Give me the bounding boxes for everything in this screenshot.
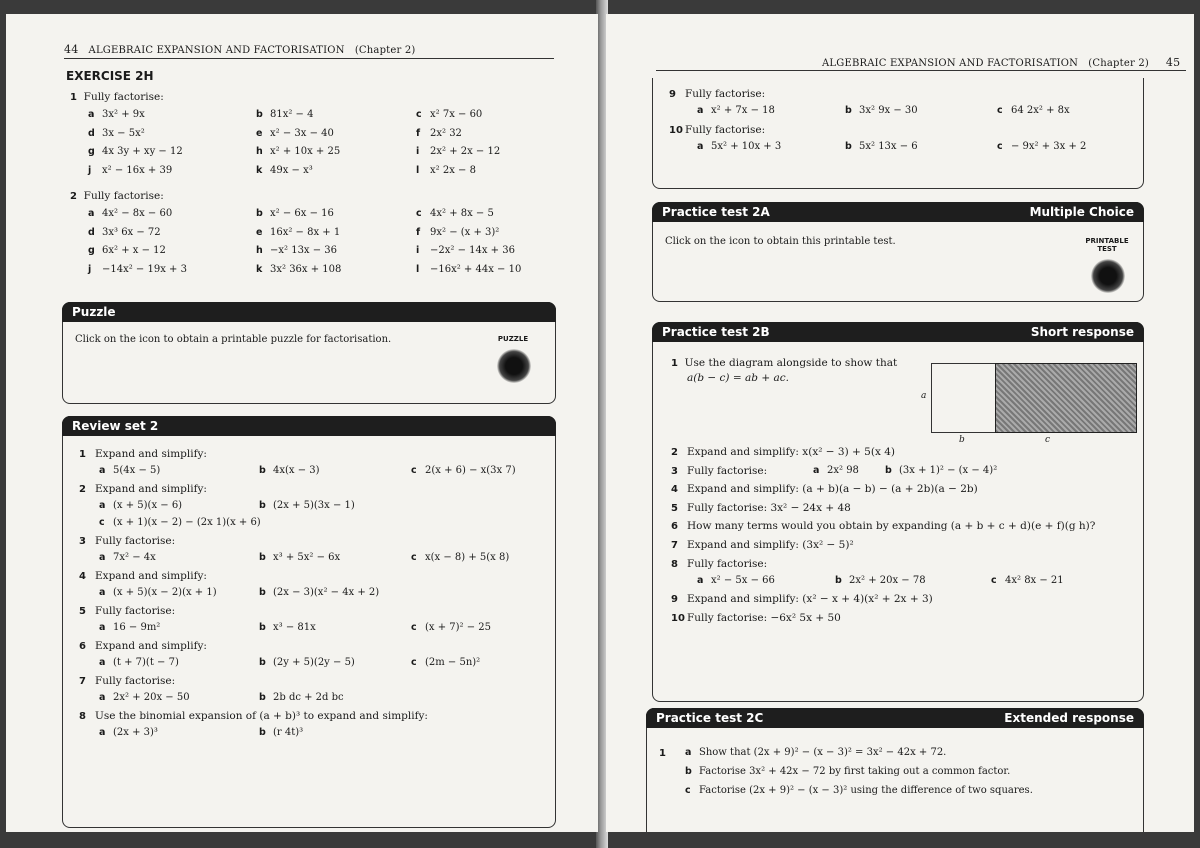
part-expression: (x + 5)(x − 6) <box>113 500 183 511</box>
part-expression: 4x 3y + xy − 12 <box>102 146 183 157</box>
question-number: 5 <box>671 502 678 514</box>
part-expression: x² − 3x − 40 <box>270 127 334 139</box>
part-expression: Factorise (2x + 9)² − (x − 3)² using the difference of two squares. <box>699 785 1033 796</box>
question-number: 5 <box>79 606 86 617</box>
test2b-title: Practice test 2B <box>662 325 770 339</box>
part-expression: 2(x + 6) − x(3x 7) <box>425 465 516 476</box>
part-letter: k <box>256 164 263 176</box>
question-text: Fully factorise: <box>95 605 176 617</box>
test2c-part <box>685 766 1010 777</box>
right-head-rule <box>656 70 1186 71</box>
test2b-question <box>671 520 1095 532</box>
part-expression: 3x² 36x + 108 <box>270 263 342 275</box>
review-part <box>259 622 316 633</box>
part-letter: b <box>256 109 263 120</box>
continued-part <box>697 105 775 116</box>
part-expression: 5(4x − 5) <box>113 465 161 476</box>
part-letter: c <box>685 785 691 796</box>
test2b-question <box>671 502 851 514</box>
part-expression: − 9x² + 3x + 2 <box>1011 141 1087 152</box>
test2b-part <box>835 575 926 586</box>
question-text: Fully factorise: <box>95 675 176 687</box>
right-running-head <box>822 56 1180 69</box>
part-expression: (r 4t)³ <box>273 727 304 738</box>
part-letter: k <box>256 263 263 275</box>
test2c-part <box>685 747 946 758</box>
test2b-question <box>671 558 767 570</box>
part-expression: x³ + 5x² − 6x <box>273 552 341 563</box>
part-letter: a <box>813 464 820 476</box>
left-running-head <box>64 43 416 56</box>
question-text: Expand and simplify: (a + b)(a − b) − (a + 2b)(a − 2b) <box>687 483 978 496</box>
test2b-part <box>991 575 1064 586</box>
part-letter: j <box>88 164 92 176</box>
part-letter: f <box>416 127 421 139</box>
part-expression: (x + 5)(x − 2)(x + 1) <box>113 587 217 598</box>
part-expression: 4x² + 8x − 5 <box>430 208 494 219</box>
part-letter: b <box>685 766 692 777</box>
test2a-type: Multiple Choice <box>1029 205 1134 219</box>
part-expression: 2x² + 20x − 50 <box>113 692 190 703</box>
part-letter: c <box>416 109 422 120</box>
right-head-title: ALGEBRAIC EXPANSION AND FACTORISATION <box>822 58 1079 69</box>
part-expression: (x + 7)² − 25 <box>425 622 492 633</box>
part-letter: b <box>259 587 266 598</box>
question-text: Fully factorise: <box>687 557 768 570</box>
exercise-part <box>256 227 340 238</box>
part-letter: a <box>88 208 95 219</box>
puzzle-header <box>62 302 556 322</box>
part-letter: e <box>256 127 263 139</box>
part-letter: b <box>259 622 266 633</box>
part-letter: b <box>845 141 852 152</box>
practice-test-2b-box <box>652 322 1144 702</box>
part-letter: c <box>411 552 417 563</box>
part-letter: i <box>416 146 420 157</box>
test2a-text: Click on the icon to obtain this printable test. <box>665 236 896 247</box>
review-part <box>259 657 355 668</box>
label-a: a <box>921 391 927 401</box>
exercise-part <box>256 264 341 275</box>
part-expression: (t + 7)(t − 7) <box>113 657 179 668</box>
part-letter: d <box>88 127 95 139</box>
exercise-part <box>88 264 187 275</box>
part-expression: 2b dc + 2d bc <box>273 692 344 703</box>
review-question <box>79 640 207 652</box>
practice-test-2c-box <box>646 708 1144 832</box>
part-expression: 2x² + 20x − 78 <box>849 574 926 586</box>
exercise-title: EXERCISE 2H <box>66 69 154 83</box>
review-part <box>411 465 516 476</box>
part-letter: c <box>991 574 997 586</box>
part-expression: x(x − 8) + 5(x 8) <box>425 552 510 563</box>
part-letter: g <box>88 245 95 256</box>
question-text: Use the binomial expansion of (a + b)³ to expand and simplify: <box>95 710 428 722</box>
review-question <box>79 535 175 547</box>
question-text: Fully factorise: 3x² − 24x + 48 <box>687 501 851 514</box>
part-letter: l <box>416 164 420 176</box>
test2b-question <box>671 483 978 495</box>
question-number: 10 <box>671 612 685 624</box>
question-number: 9 <box>671 594 678 606</box>
test2b-question <box>671 612 841 624</box>
question-number: 10 <box>669 125 683 136</box>
question-text: Fully factorise: <box>687 464 768 477</box>
part-expression: 9x² − (x + 3)² <box>430 226 500 238</box>
part-expression: 4x² − 8x − 60 <box>102 208 173 219</box>
question-number: 8 <box>671 558 678 570</box>
question-text: Expand and simplify: <box>95 483 207 495</box>
part-letter: c <box>997 105 1003 116</box>
review-part <box>259 692 344 703</box>
part-letter: a <box>99 622 106 633</box>
continued-box <box>652 78 1144 189</box>
puzzle-icon-label: PUZZLE <box>497 335 529 343</box>
left-page <box>6 14 598 832</box>
part-letter: i <box>416 245 420 256</box>
exercise-part <box>256 165 313 176</box>
part-expression: 2x² + 2x − 12 <box>430 146 501 157</box>
review-part <box>99 657 179 668</box>
question-number: 7 <box>671 540 678 551</box>
continued-part <box>845 141 918 152</box>
test2b-part <box>697 575 775 586</box>
test2b-question <box>671 593 933 605</box>
review-part <box>259 587 379 598</box>
part-letter: b <box>259 465 266 476</box>
part-expression: 81x² − 4 <box>270 109 314 120</box>
question-text: Fully factorise: <box>685 88 766 100</box>
part-expression: Show that (2x + 9)² − (x − 3)² = 3x² − 42x + 72. <box>699 747 947 758</box>
part-letter: d <box>88 226 95 238</box>
left-head-chapter: (Chapter 2) <box>354 45 416 56</box>
label-b: b <box>959 435 965 445</box>
continued-part <box>997 105 1070 116</box>
question-number: 8 <box>79 711 86 722</box>
question-number: 3 <box>79 536 86 547</box>
part-expression: 4x² 8x − 21 <box>1005 574 1064 586</box>
part-letter: b <box>259 657 266 668</box>
review-question <box>79 448 207 460</box>
question-number: 3 <box>671 465 678 477</box>
review-title: Review set 2 <box>72 419 159 433</box>
review-part <box>99 517 261 528</box>
review-question <box>79 570 207 582</box>
continued-part <box>697 141 781 152</box>
test2b-q1-line2: a(b − c) = ab + ac. <box>687 372 789 384</box>
exercise-part <box>416 128 462 139</box>
question-text: Fully factorise: <box>95 535 176 547</box>
part-expression: −2x² − 14x + 36 <box>430 245 515 256</box>
part-letter: a <box>99 552 106 563</box>
part-letter: c <box>411 622 417 633</box>
question-text: Expand and simplify: <box>95 640 207 652</box>
exercise-part <box>256 146 340 157</box>
test2c-part <box>685 785 1033 796</box>
part-letter: a <box>697 141 704 152</box>
part-expression: x² + 10x + 25 <box>270 146 341 157</box>
part-letter: c <box>416 208 422 219</box>
part-expression: 2x² 98 <box>827 464 859 476</box>
part-expression: 2x² 32 <box>430 127 462 139</box>
question-text: Fully factorise: <box>685 124 766 136</box>
part-expression: 6x² + x − 12 <box>102 245 166 256</box>
part-letter: c <box>997 141 1003 152</box>
part-letter: b <box>885 464 892 476</box>
question-text: Expand and simplify: (x² − x + 4)(x² + 2x + 3) <box>687 593 933 606</box>
question-text: How many terms would you obtain by expanding (a + b + c + d)(e + f)(g h)? <box>687 520 1096 533</box>
practice-test-2a-box <box>652 202 1144 302</box>
part-letter: c <box>411 657 417 668</box>
review-question <box>79 605 175 617</box>
review-part <box>99 622 160 633</box>
part-letter: b <box>259 552 266 563</box>
printable-test-icon[interactable] <box>1091 259 1125 293</box>
exercise-part <box>256 208 334 219</box>
exercise-part <box>416 208 494 219</box>
part-letter: b <box>259 727 266 738</box>
part-expression: (x + 1)(x − 2) − (2x 1)(x + 6) <box>113 517 261 528</box>
continued-part <box>997 141 1086 152</box>
test2b-question <box>671 465 767 477</box>
exercise-part <box>416 245 515 256</box>
exercise-part <box>88 146 183 157</box>
question-text: Expand and simplify: x(x² − 3) + 5(x 4) <box>687 446 895 458</box>
test2b-question <box>671 539 854 551</box>
test2b-question <box>671 446 895 458</box>
exercise-part <box>88 128 145 139</box>
label-c: c <box>1045 435 1051 445</box>
continued-part <box>845 105 918 116</box>
q1-stem: 1 Fully factorise: <box>70 91 164 103</box>
right-head-chapter: (Chapter 2) <box>1088 58 1149 69</box>
part-letter: b <box>259 500 266 511</box>
part-expression: x² − 16x + 39 <box>102 164 173 176</box>
part-expression: −14x² − 19x + 3 <box>102 263 187 275</box>
part-letter: h <box>256 146 263 157</box>
question-text: Expand and simplify: <box>95 448 207 460</box>
part-expression: x³ − 81x <box>273 622 316 633</box>
part-expression: (2x + 3)³ <box>113 727 158 738</box>
review-part <box>259 465 320 476</box>
puzzle-box <box>62 302 556 404</box>
puzzle-text: Click on the icon to obtain a printable puzzle for factorisation. <box>75 334 392 345</box>
part-letter: a <box>99 692 106 703</box>
shaded-rectangle <box>995 363 1137 433</box>
part-expression: 3x³ 6x − 72 <box>102 226 161 238</box>
continued-question <box>669 124 765 136</box>
continued-question <box>669 88 765 100</box>
review-part <box>411 552 509 563</box>
review-part <box>99 727 158 738</box>
exercise-part <box>88 165 172 176</box>
part-letter: e <box>256 226 263 238</box>
exercise-part <box>416 227 499 238</box>
part-expression: (2y + 5)(2y − 5) <box>273 657 355 668</box>
left-head-title: ALGEBRAIC EXPANSION AND FACTORISATION <box>88 45 345 56</box>
part-letter: a <box>99 465 106 476</box>
part-letter: a <box>99 727 106 738</box>
review-part <box>259 552 340 563</box>
exercise-part <box>256 245 337 256</box>
right-page-number: 45 <box>1165 56 1181 69</box>
puzzle-icon[interactable] <box>497 349 531 383</box>
part-letter: a <box>88 109 95 120</box>
part-letter: a <box>697 574 704 586</box>
part-letter: c <box>411 465 417 476</box>
review-part <box>259 500 355 511</box>
test2a-icon-label: PRINTABLE TEST <box>1085 237 1129 253</box>
question-number: 2 <box>671 447 678 458</box>
part-expression: x² − 5x − 66 <box>711 574 775 586</box>
part-letter: g <box>88 146 95 157</box>
part-expression: −x² 13x − 36 <box>270 245 338 256</box>
test2b-part <box>813 465 859 476</box>
part-expression: (2m − 5n)² <box>425 657 481 668</box>
part-letter: a <box>99 657 106 668</box>
left-head-rule <box>64 58 554 59</box>
exercise-part <box>416 146 500 157</box>
review-question <box>79 710 428 722</box>
part-letter: a <box>99 587 106 598</box>
part-expression: 16 − 9m² <box>113 622 161 633</box>
test2b-q1: 1 Use the diagram alongside to show that <box>671 357 898 369</box>
part-letter: b <box>845 105 852 116</box>
question-number: 2 <box>79 484 86 495</box>
part-expression: 3x² + 9x <box>102 109 145 120</box>
review-part <box>259 727 303 738</box>
test2b-header <box>652 322 1144 342</box>
test2b-part <box>885 465 997 476</box>
part-expression: 3x² 9x − 30 <box>859 105 918 116</box>
question-text: Expand and simplify: <box>95 570 207 582</box>
part-expression: Factorise 3x² + 42x − 72 by first taking out a common factor. <box>699 766 1011 777</box>
part-letter: c <box>99 517 105 528</box>
review-part <box>99 500 182 511</box>
q2-stem: 2 Fully factorise: <box>70 190 164 202</box>
question-number: 7 <box>79 676 86 687</box>
part-expression: −16x² + 44x − 10 <box>430 263 522 275</box>
test2a-title: Practice test 2A <box>662 205 770 219</box>
exercise-part <box>416 109 482 120</box>
question-number: 9 <box>669 89 676 100</box>
test2c-type: Extended response <box>1004 711 1134 725</box>
part-letter: b <box>259 692 266 703</box>
question-text: Expand and simplify: (3x² − 5)² <box>687 539 854 551</box>
question-number: 6 <box>671 521 678 533</box>
question-number: 1 <box>79 449 86 460</box>
exercise-part <box>416 264 521 275</box>
review-part <box>411 657 480 668</box>
question-number: 6 <box>79 641 86 652</box>
test2a-header <box>652 202 1144 222</box>
review-part <box>99 692 190 703</box>
exercise-part <box>416 165 476 176</box>
exercise-part <box>88 227 161 238</box>
exercise-part <box>88 245 166 256</box>
review-header <box>62 416 556 436</box>
exercise-part <box>256 109 313 120</box>
part-letter: a <box>685 747 692 758</box>
part-expression: (3x + 1)² − (x − 4)² <box>899 464 998 476</box>
test2c-header <box>646 708 1144 728</box>
part-expression: (2x − 3)(x² − 4x + 2) <box>273 587 380 598</box>
review-part <box>99 587 217 598</box>
test2c-title: Practice test 2C <box>656 711 764 725</box>
test2b-type: Short response <box>1030 325 1134 339</box>
question-text: Fully factorise: −6x² 5x + 50 <box>687 611 841 624</box>
part-letter: a <box>99 500 106 511</box>
exercise-part <box>88 208 172 219</box>
part-letter: b <box>835 574 842 586</box>
review-set-box <box>62 416 556 828</box>
review-part <box>99 552 156 563</box>
exercise-part <box>256 128 334 139</box>
part-expression: 5x² 13x − 6 <box>859 141 918 152</box>
question-number: 4 <box>671 484 678 496</box>
review-question <box>79 483 207 495</box>
left-page-number: 44 <box>64 43 79 56</box>
part-expression: x² 7x − 60 <box>430 109 483 120</box>
review-part <box>411 622 491 633</box>
part-expression: 3x − 5x² <box>102 127 145 139</box>
part-expression: 64 2x² + 8x <box>1011 105 1070 116</box>
part-expression: 4x(x − 3) <box>273 465 320 476</box>
part-expression: 16x² − 8x + 1 <box>270 226 341 238</box>
exercise-part <box>88 109 145 120</box>
part-letter: a <box>697 105 704 116</box>
part-expression: 49x − x³ <box>270 164 313 176</box>
part-expression: 7x² − 4x <box>113 552 156 563</box>
part-expression: x² 2x − 8 <box>430 164 476 176</box>
part-letter: j <box>88 263 92 275</box>
part-expression: x² + 7x − 18 <box>711 105 775 116</box>
review-part <box>99 465 160 476</box>
part-letter: h <box>256 245 263 256</box>
review-question <box>79 675 175 687</box>
part-letter: l <box>416 263 420 275</box>
test2c-q1: 1 <box>659 748 666 759</box>
question-number: 4 <box>79 571 86 582</box>
part-letter: b <box>256 208 263 219</box>
part-expression: 5x² + 10x + 3 <box>711 141 782 152</box>
right-page <box>606 14 1194 832</box>
part-letter: f <box>416 226 421 238</box>
puzzle-title: Puzzle <box>72 305 116 319</box>
part-expression: x² − 6x − 16 <box>270 208 334 219</box>
part-expression: (2x + 5)(3x − 1) <box>273 500 355 511</box>
